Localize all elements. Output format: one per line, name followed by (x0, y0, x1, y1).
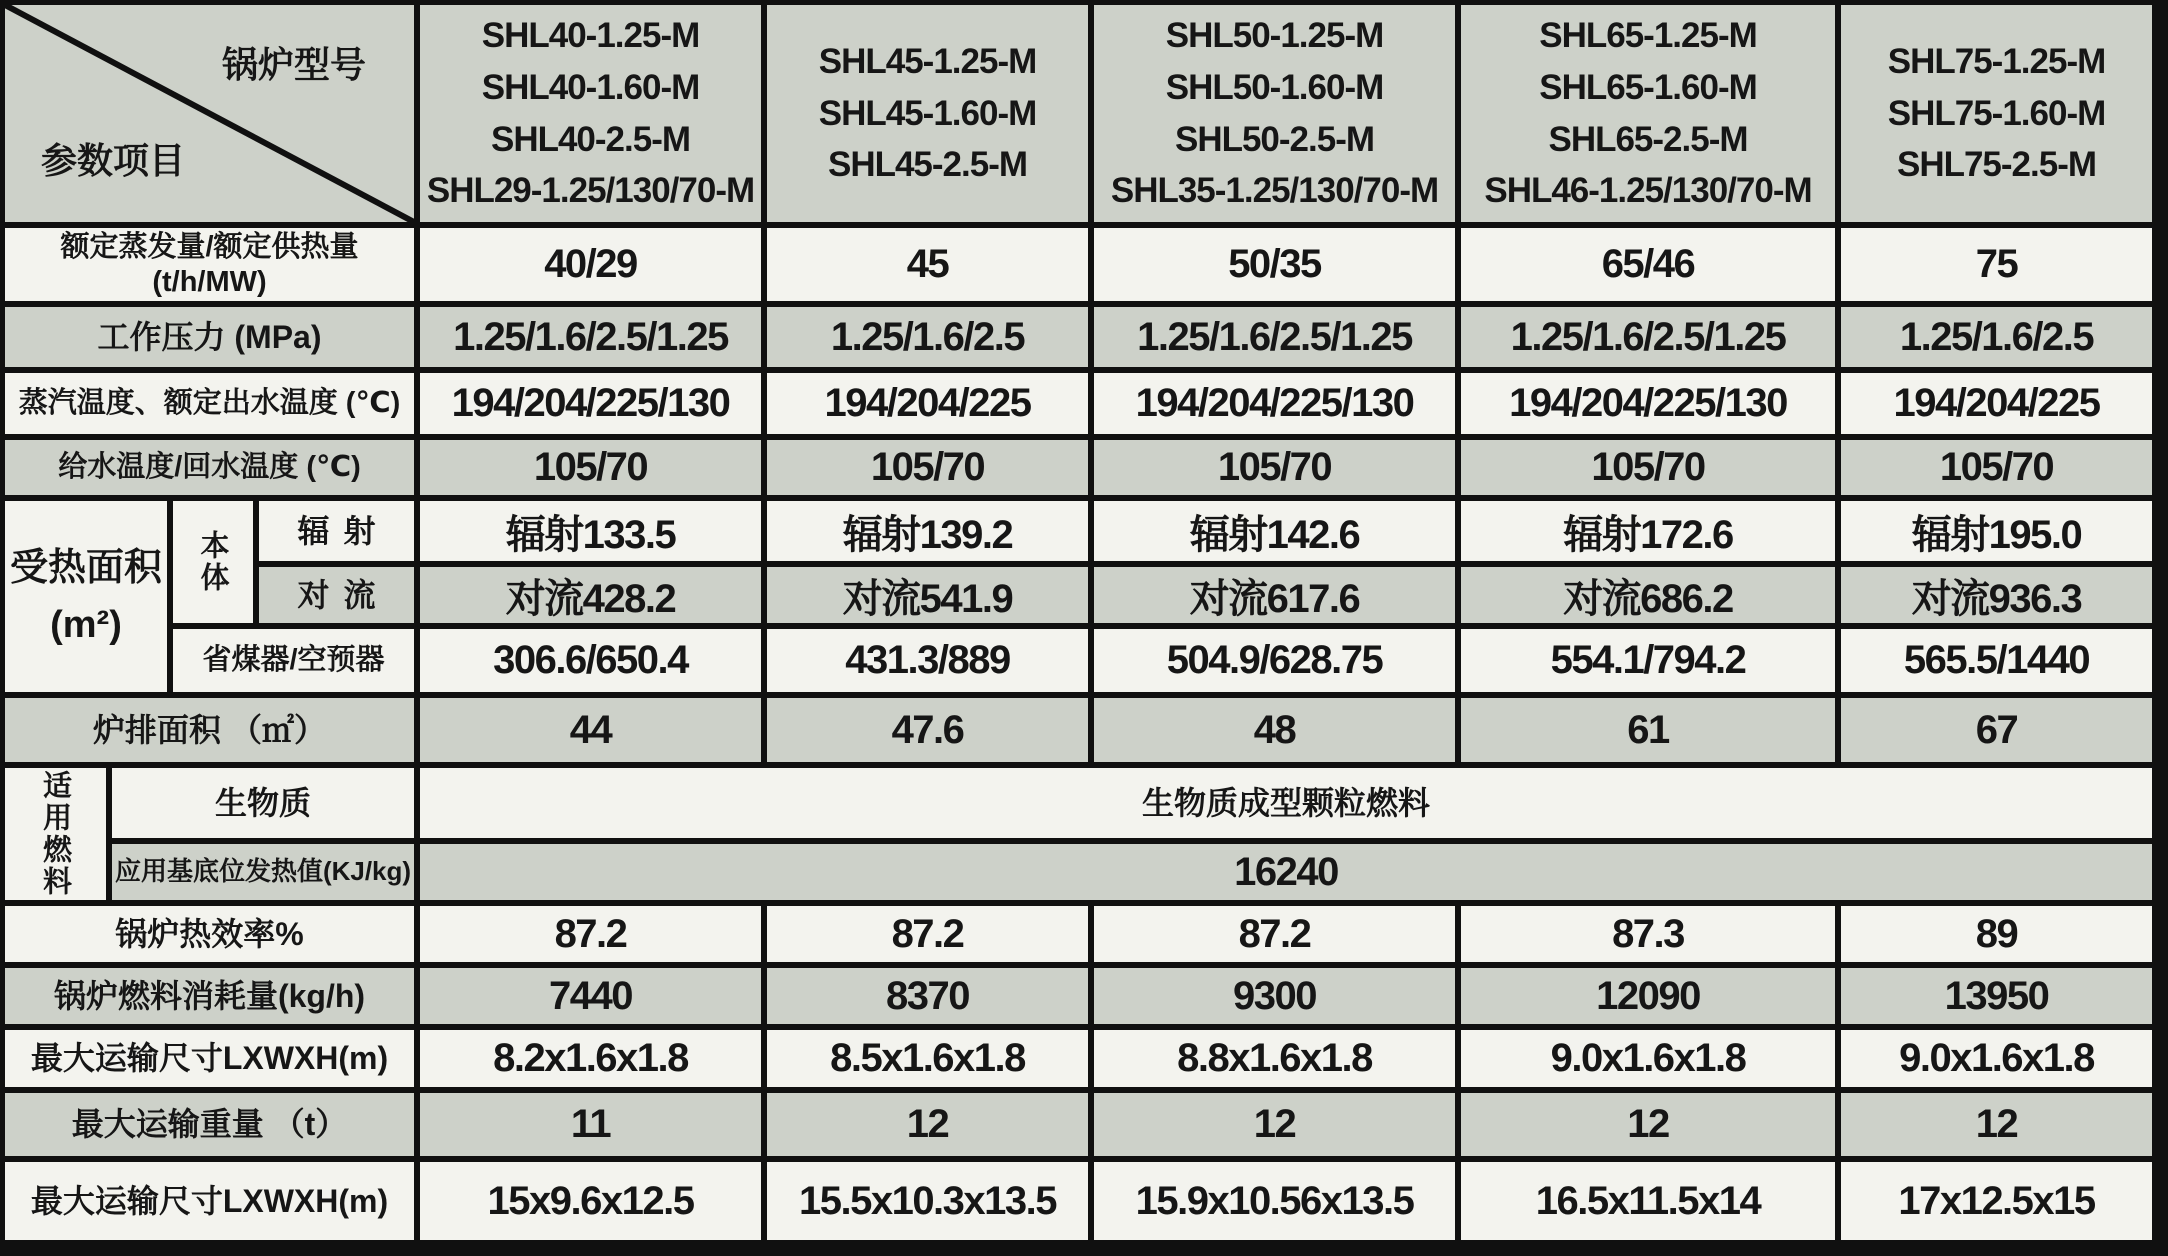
model-name: SHL50-1.60-M (1165, 67, 1384, 107)
model-name: SHL46-1.25/130/70-M (1484, 171, 1812, 211)
row-label-transport-size-1: 最大运输尺寸LXWXH(m) (5, 1030, 414, 1087)
model-name: SHL40-1.60-M (481, 67, 700, 107)
cell-working-pressure-1: 1.25/1.6/2.5/1.25 (420, 307, 761, 367)
cell-rated-output-3: 50/35 (1094, 228, 1455, 301)
model-name: SHL50-1.25-M (1165, 15, 1384, 55)
row-label-boiler-body: 本体 (173, 501, 253, 623)
row-group-applicable-fuel: 适用燃料 (5, 768, 106, 900)
model-name: SHL50-2.5-M (1174, 119, 1375, 159)
cell-transport-size2-2: 15.5x10.3x13.5 (767, 1162, 1088, 1240)
row-label-fuel-consumption: 锅炉燃料消耗量(kg/h) (5, 968, 414, 1024)
cell-working-pressure-3: 1.25/1.6/2.5/1.25 (1094, 307, 1455, 367)
row-label-efficiency: 锅炉热效率% (5, 906, 414, 962)
cell-transport-size1-1: 8.2x1.6x1.8 (420, 1030, 761, 1087)
cell-transport-size1-3: 8.8x1.6x1.8 (1094, 1030, 1455, 1087)
cell-transport-size2-3: 15.9x10.56x13.5 (1094, 1162, 1455, 1240)
model-name: SHL40-1.25-M (481, 15, 700, 55)
cell-feed-water-temp-1: 105/70 (420, 440, 761, 495)
row-label-working-pressure: 工作压力 (MPa) (5, 307, 414, 367)
cell-radiation-1: 辐射133.5 (420, 501, 761, 561)
corner-label-parameter-item: 参数项目 (41, 140, 186, 181)
cell-transport-size1-4: 9.0x1.6x1.8 (1461, 1030, 1835, 1087)
cell-economizer-1: 306.6/650.4 (420, 629, 761, 692)
cell-grate-area-3: 48 (1094, 698, 1455, 762)
cell-rated-output-1: 40/29 (420, 228, 761, 301)
cell-convection-1: 对流428.2 (420, 567, 761, 623)
cell-efficiency-5: 89 (1841, 906, 2152, 962)
row-label-convection: 对流 (259, 567, 414, 623)
cell-economizer-4: 554.1/794.2 (1461, 629, 1835, 692)
row-label-steam-temp: 蒸汽温度、额定出水温度 (℃) (5, 373, 414, 434)
header-models-shl40 (420, 5, 761, 222)
row-label-transport-weight: 最大运输重量 （t） (5, 1093, 414, 1156)
heating-surface-unit: (m²) (50, 603, 122, 646)
cell-efficiency-2: 87.2 (767, 906, 1088, 962)
cell-efficiency-1: 87.2 (420, 906, 761, 962)
cell-transport-weight-5: 12 (1841, 1093, 2152, 1156)
cell-steam-temp-4: 194/204/225/130 (1461, 373, 1835, 434)
cell-steam-temp-5: 194/204/225 (1841, 373, 2152, 434)
row-label-transport-size-2: 最大运输尺寸LXWXH(m) (5, 1162, 414, 1240)
header-models-shl65 (1461, 5, 1835, 222)
header-models-shl50 (1094, 5, 1455, 222)
model-name: SHL45-2.5-M (827, 145, 1028, 185)
row-label-feed-water-temp: 给水温度/回水温度 (℃) (5, 440, 414, 495)
cell-convection-5: 对流936.3 (1841, 567, 2152, 623)
cell-feed-water-temp-4: 105/70 (1461, 440, 1835, 495)
cell-fuel-consumption-3: 9300 (1094, 968, 1455, 1024)
cell-grate-area-2: 47.6 (767, 698, 1088, 762)
model-name: SHL75-1.25-M (1887, 41, 2106, 81)
corner-label-boiler-model: 锅炉型号 (221, 44, 366, 85)
cell-economizer-5: 565.5/1440 (1841, 629, 2152, 692)
model-name: SHL29-1.25/130/70-M (426, 171, 755, 211)
model-name: SHL65-2.5-M (1548, 119, 1748, 159)
model-name: SHL45-1.60-M (818, 93, 1037, 133)
cell-steam-temp-2: 194/204/225 (767, 373, 1088, 434)
cell-convection-3: 对流617.6 (1094, 567, 1455, 623)
row-group-heating-surface (5, 501, 167, 692)
cell-radiation-4: 辐射172.6 (1461, 501, 1835, 561)
cell-radiation-2: 辐射139.2 (767, 501, 1088, 561)
cell-rated-output-4: 65/46 (1461, 228, 1835, 301)
model-name: SHL45-1.25-M (818, 41, 1037, 81)
model-name: SHL35-1.25/130/70-M (1110, 171, 1439, 211)
row-label-biomass: 生物质 (112, 768, 414, 838)
row-label-heating-value: 应用基底位发热值(KJ/kg) (112, 844, 414, 900)
cell-feed-water-temp-2: 105/70 (767, 440, 1088, 495)
cell-convection-2: 对流541.9 (767, 567, 1088, 623)
cell-feed-water-temp-5: 105/70 (1841, 440, 2152, 495)
model-name: SHL75-1.60-M (1887, 93, 2106, 133)
cell-grate-area-1: 44 (420, 698, 761, 762)
cell-efficiency-4: 87.3 (1461, 906, 1835, 962)
cell-economizer-3: 504.9/628.75 (1094, 629, 1455, 692)
header-models-shl75 (1841, 5, 2152, 222)
cell-steam-temp-3: 194/204/225/130 (1094, 373, 1455, 434)
cell-rated-output-5: 75 (1841, 228, 2152, 301)
cell-economizer-2: 431.3/889 (767, 629, 1088, 692)
cell-working-pressure-4: 1.25/1.6/2.5/1.25 (1461, 307, 1835, 367)
model-name: SHL75-2.5-M (1896, 145, 2097, 185)
cell-heating-value: 16240 (420, 844, 2152, 900)
cell-working-pressure-2: 1.25/1.6/2.5 (767, 307, 1088, 367)
cell-radiation-3: 辐射142.6 (1094, 501, 1455, 561)
cell-convection-4: 对流686.2 (1461, 567, 1835, 623)
cell-transport-size2-4: 16.5x11.5x14 (1461, 1162, 1835, 1240)
cell-fuel-consumption-1: 7440 (420, 968, 761, 1024)
cell-transport-weight-2: 12 (767, 1093, 1088, 1156)
cell-fuel-consumption-4: 12090 (1461, 968, 1835, 1024)
cell-grate-area-4: 61 (1461, 698, 1835, 762)
header-models-shl45 (767, 5, 1088, 222)
cell-transport-size1-5: 9.0x1.6x1.8 (1841, 1030, 2152, 1087)
cell-transport-size2-1: 15x9.6x12.5 (420, 1162, 761, 1240)
model-name: SHL65-1.25-M (1539, 15, 1757, 55)
cell-rated-output-2: 45 (767, 228, 1088, 301)
cell-efficiency-3: 87.2 (1094, 906, 1455, 962)
cell-fuel-consumption-2: 8370 (767, 968, 1088, 1024)
heating-surface-label: 受热面积 (9, 546, 162, 589)
cell-grate-area-5: 67 (1841, 698, 2152, 762)
cell-fuel-consumption-5: 13950 (1841, 968, 2152, 1024)
cell-steam-temp-1: 194/204/225/130 (420, 373, 761, 434)
cell-biomass-fuel-type: 生物质成型颗粒燃料 (420, 768, 2152, 838)
corner-header-cell (5, 5, 414, 222)
cell-transport-weight-1: 11 (420, 1093, 761, 1156)
cell-working-pressure-5: 1.25/1.6/2.5 (1841, 307, 2152, 367)
cell-transport-weight-4: 12 (1461, 1093, 1835, 1156)
model-name: SHL65-1.60-M (1539, 67, 1757, 107)
row-label-radiation: 辐射 (259, 501, 414, 561)
cell-feed-water-temp-3: 105/70 (1094, 440, 1455, 495)
cell-transport-weight-3: 12 (1094, 1093, 1455, 1156)
row-label-grate-area: 炉排面积 （㎡） (5, 698, 414, 762)
cell-transport-size1-2: 8.5x1.6x1.8 (767, 1030, 1088, 1087)
row-label-rated-output: 额定蒸发量/额定供热量 (t/h/MW) (5, 228, 414, 301)
row-label-economizer: 省煤器/空预器 (173, 629, 414, 692)
cell-radiation-5: 辐射195.0 (1841, 501, 2152, 561)
cell-transport-size2-5: 17x12.5x15 (1841, 1162, 2152, 1240)
model-name: SHL40-2.5-M (490, 119, 691, 159)
